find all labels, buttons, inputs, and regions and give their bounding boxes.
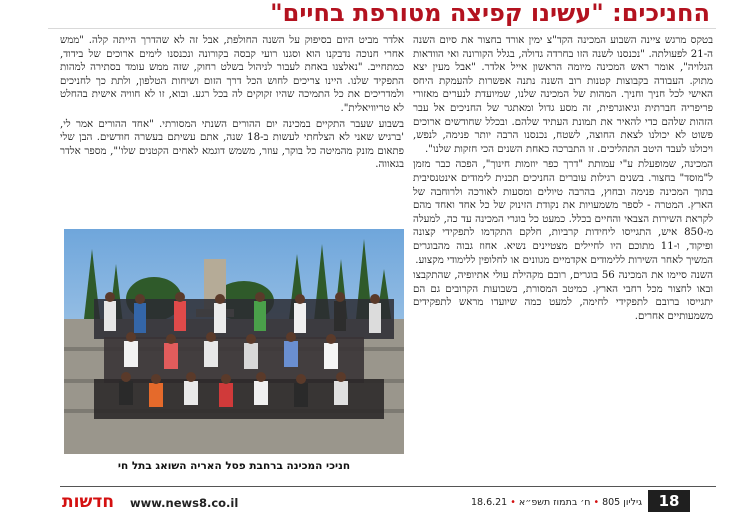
photo-caption: חניכי המכינה ברחבת פסל האריה השואג בתל חי (117, 460, 351, 472)
paragraph: בשבוע שעבר התקיים במכינה יום ההורים השנתי המסורתי. "אחד ההורים אמר לי, 'ברגיש שאני לא הצלחתי לעשות ב-18 שנה, אתם עשיתם בעשרה חודשים. הבן שלי פתאום מזנק מהמיטה כל בוקר, עוזר, משמש דוגמא לאחים הקטנים שלו'", מספר אלדר בגאווה. (60, 118, 404, 171)
paragraph: המכינה, שמופעלת ע"י עמותת "דרך כפר יוזמות חינוך", הפכה כבר מזמן ל"מוסד" בחצור. בשנים רגילות עוברים החניכים תכנית לימודים אינטנסיבית בתוך המכינה פנימה ובחוץ, בהרבה טיולים ומסעות לאורכה ולרוחבה של הארץ. המטרה - לספר משמעויות את נקודת הזינוק של כל אחד ואחד מהם לקראת השירות הצבאי והחיים בכלל. כמעט כל בוגרי המכינה עד כה, למעלה מ-850 איש, התגייסו ליחידות קרביות, חלקם התקדמו לתפקידי קצונה ופיקוד, ו-11 מתוכם היו לחיילים מצטיינים נשיא. אחוז גבוה מהבוגרים המשיך לאחר השירות ללימודים אקדמיים מגוונים או לחלופין ללימודי מקצוע. (413, 159, 713, 266)
bottom-divider (60, 486, 716, 487)
page-number: 18 (648, 490, 690, 512)
issue-info: גיליון 805•ח׳ בתמוז תשפ״א•18.6.21 (470, 497, 642, 508)
page-footer (0, 488, 730, 518)
article-headline: החניכים: "עשינו קפיצה מטורפת בחיים" (270, 0, 710, 26)
article-column-left (60, 34, 404, 224)
hebrew-date: ח׳ בתמוז תשפ״א (518, 497, 591, 508)
newspaper-logo: חדשות (62, 492, 115, 512)
issue-date: 18.6.21 (470, 497, 508, 508)
issue-number: גיליון 805 (602, 497, 642, 508)
website-url[interactable]: www.news8.co.il (130, 496, 239, 510)
group-photo (64, 229, 404, 454)
paragraph: בטקס מרגש ציינה השבוע המכינה הקד"צ ימין אורד בחצור את סיום השנה ה-21 לפעולתה. "נכנסנו לשנה הזו בחרדה גדולה, בגלל הקורונה ואי הוודאות הגלויה", אומר ראש המכינה מיומה הראשון אייל אלדר. "אבל מעין יצא מתוק. העבודה בקבוצות קטנות רוב השנה נתנה אפשרות להעמקת היחס האישי לכל חניך וחניך. המהות של המכינה שלנו, שמיועדת לנערים מאזורי פריפריה חברתית וגיאוגרפית, זה מסע גדול ומאתגר של החניכים אל עבר הזהות שלהם כדי להאיר את תמונת העתיד שלהם. ובכלל שחודשים ארוכים פשוט לא יכולנו לצאת החוצה, לשטח, נכנסנו הרבה יותר פנימה, לנפש, ויכולנו לעבד היטב התהליכים. זו התברכה כאחת השנים הכי חזקות שלנו". (413, 35, 713, 155)
top-divider (48, 28, 716, 29)
article-column-right (413, 34, 713, 482)
paragraph: אלדר מביט היום בסיפוק על השנה החולפת, אבל זה לא שהדרך הייתה קלה. "ממש אחרי חנוכה נדבקנו הוא וסגנו רועי קבסה בקורונה ונכנסנו לימים ארוכים של בידוד, כמתחייב. "נאלצנו באחת לעבור לניהול בשלט רחוק, שזה ממש עומד בסתירה למהות התפקיד שלנו. היינו צריכים לחוש הכל דרך הזום ושיחות הטלפון, ולתת כך לחניכים ולמדריכים את כל התמיכה שהיו זקוקים לה בכל רגע. ובוא, זו לא חוויה אישית בהחלט לא טריוויאלית". (60, 35, 404, 114)
paragraph: השנה סיימו את המכינה 56 בוגרים, רובם מקהילת עולי אתיופיה, שהתקבצו ובאו לחצור מכל רחבי הארץ. כמיטב המסורת, בשבועות הקרובים גם הם יתגייסו ברובם לתפקידי לחימה, למעט כמה שיועדו מראש לתפקידים משמעותיים אחרים. (413, 270, 713, 322)
